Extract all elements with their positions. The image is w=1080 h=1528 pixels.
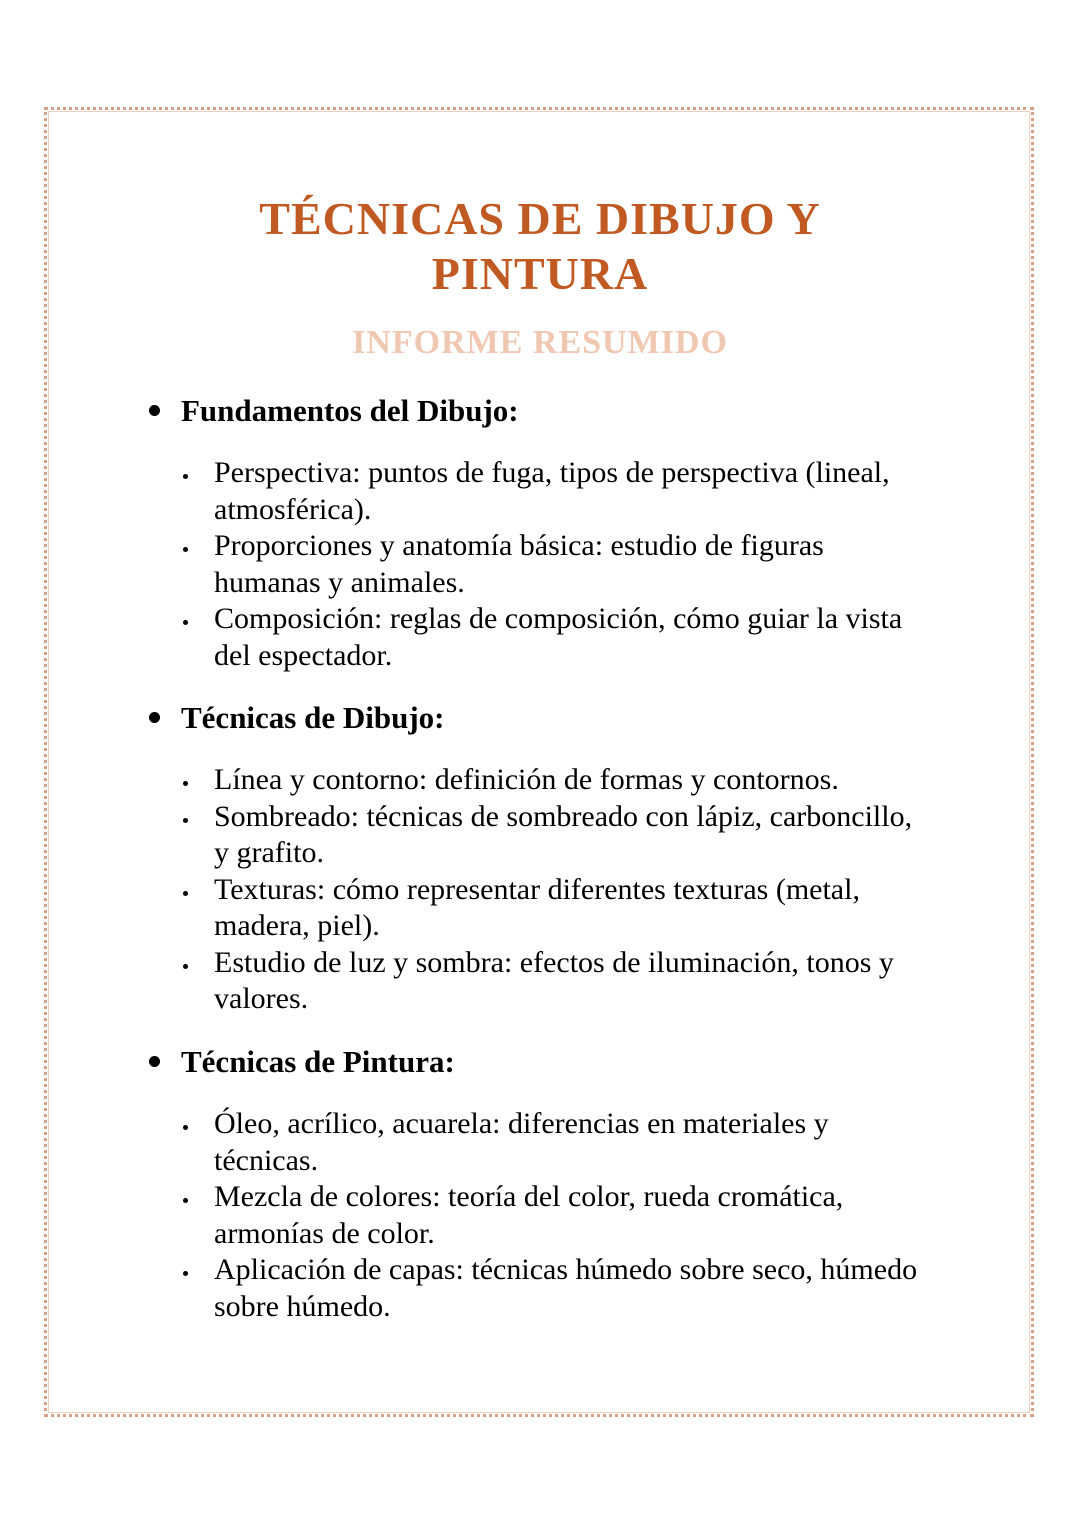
title-line-1: TÉCNICAS DE DIBUJO Y [259, 193, 821, 244]
section-heading [0, 393, 1080, 429]
list-item-text: Aplicación de capas: técnicas húmedo sobre seco, húmedo sobre húmedo. [214, 1253, 918, 1323]
list-item [0, 455, 934, 528]
list-item [0, 945, 934, 1018]
sub-bullet-icon [183, 1271, 188, 1276]
list-item-text: Perspectiva: puntos de fuga, tipos de perspectiva (lineal, atmosférica). [214, 456, 890, 526]
sub-bullet-icon [183, 964, 188, 969]
list-item [0, 799, 934, 872]
section-heading-text: Técnicas de Pintura: [181, 1044, 455, 1079]
bullet-icon [149, 405, 160, 416]
list-item [0, 1106, 934, 1179]
list-item-text: Óleo, acrílico, acuarela: diferencias en materiales y técnicas. [214, 1107, 829, 1177]
sub-bullet-icon [183, 620, 188, 625]
list-item-text: Proporciones y anatomía básica: estudio de figuras humanas y animales. [214, 529, 824, 599]
item-list [0, 762, 1080, 1018]
list-item [0, 872, 934, 945]
list-item [0, 1179, 934, 1252]
list-item-text: Texturas: cómo representar diferentes texturas (metal, madera, piel). [214, 872, 860, 942]
list-item-text: Composición: reglas de composición, cómo guiar la vista del espectador. [214, 602, 903, 672]
section-fundamentos [0, 393, 1080, 674]
list-item-text: Estudio de luz y sombra: efectos de iluminación, tonos y valores. [214, 945, 894, 1015]
item-list [0, 1106, 1080, 1325]
section-heading-text: Fundamentos del Dibujo: [181, 393, 519, 428]
list-item [0, 601, 934, 674]
list-item-text: Mezcla de colores: teoría del color, rueda cromática, armonías de color. [214, 1180, 844, 1250]
document-subtitle: INFORME RESUMIDO [352, 324, 728, 361]
sub-bullet-icon [183, 891, 188, 896]
sub-bullet-icon [183, 1125, 188, 1130]
sub-bullet-icon [183, 474, 188, 479]
sub-bullet-icon [183, 547, 188, 552]
title-line-2: PINTURA [431, 248, 649, 299]
bullet-icon [149, 712, 160, 723]
section-heading-text: Técnicas de Dibujo: [181, 700, 445, 735]
list-item-text: Línea y contorno: definición de formas y contornos. [214, 763, 839, 796]
list-item [0, 528, 934, 601]
sub-bullet-icon [183, 781, 188, 786]
sub-bullet-icon [183, 818, 188, 823]
list-item-text: Sombreado: técnicas de sombreado con lápiz, carboncillo, y grafito. [214, 799, 913, 869]
section-heading [0, 1044, 1080, 1080]
section-tecnicas-pintura [0, 1044, 1080, 1325]
section-heading [0, 700, 1080, 736]
section-tecnicas-dibujo [0, 700, 1080, 1018]
list-item [0, 1252, 934, 1325]
document-title [0, 191, 1080, 301]
list-item [0, 762, 934, 799]
item-list [0, 455, 1080, 674]
bullet-icon [149, 1056, 160, 1067]
sub-bullet-icon [183, 1198, 188, 1203]
